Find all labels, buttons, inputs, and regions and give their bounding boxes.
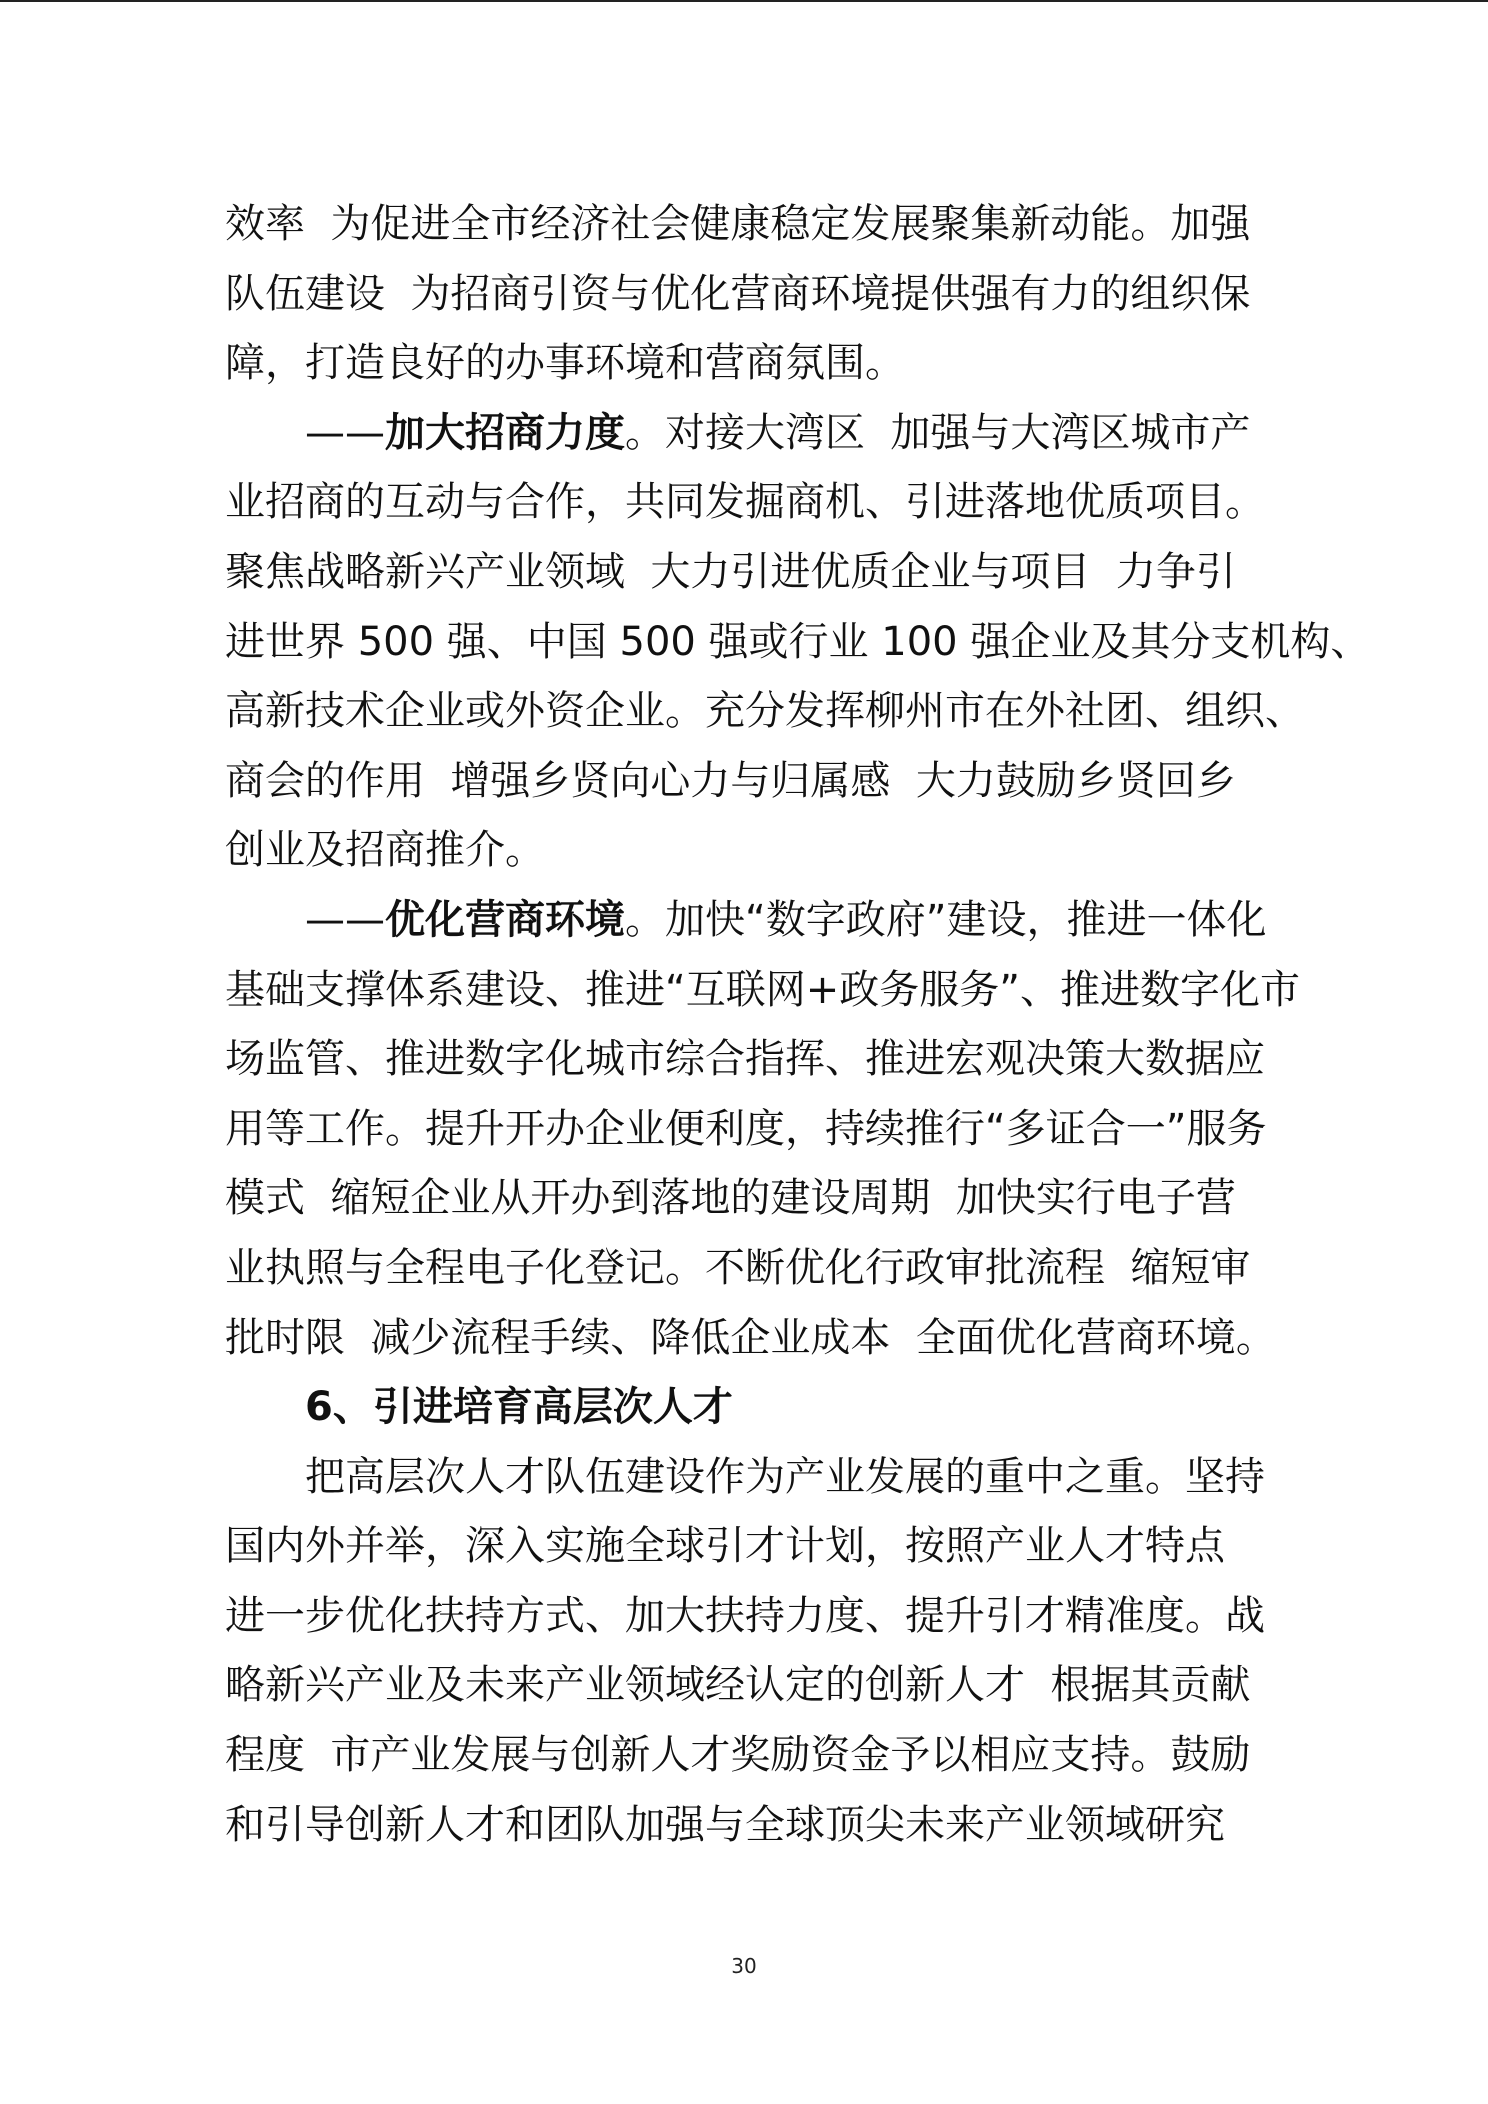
text-line: [225, 677, 1305, 747]
text-line: [225, 1025, 1265, 1095]
bold-heading-text: 6、引进培育高层次人才: [305, 1384, 733, 1431]
body-text: 程度 市产业发展与创新人才奖励资金予以相应支持。鼓励: [225, 1732, 1251, 1779]
text-line: [225, 1791, 1265, 1861]
text-line: [225, 329, 1265, 399]
body-text: 略新兴产业及未来产业领域经认定的创新人才 根据其贡献: [225, 1662, 1251, 1709]
text-line: [225, 1234, 1265, 1304]
body-text: 基础支撑体系建设、推进“互联网+政务服务”、推进数字化市: [225, 966, 1300, 1013]
text-line: [225, 190, 1265, 260]
text-line: [225, 1304, 1276, 1374]
top-border-rule: [0, 0, 1488, 2]
document-body: [225, 190, 1371, 1860]
body-text: 用等工作。提升开办企业便利度，持续推行“多证合一”服务: [225, 1105, 1267, 1152]
bold-heading-text: 优化营商环境: [385, 896, 625, 943]
body-text: ——: [305, 896, 385, 943]
body-text: 和引导创新人才和团队加强与全球顶尖未来产业领域研究: [225, 1801, 1225, 1848]
body-text: 高新技术企业或外资企业。充分发挥柳州市在外社团、组织、: [225, 688, 1305, 735]
body-text: 聚焦战略新兴产业领域 大力引进优质企业与项目 力争引: [225, 548, 1236, 595]
body-text: 业执照与全程电子化登记。不断优化行政审批流程 缩短审: [225, 1244, 1251, 1291]
body-text: 障，打造良好的办事环境和营商氛围。: [225, 340, 905, 387]
text-line: [225, 468, 1265, 538]
text-line: [225, 608, 1371, 678]
text-line: [225, 260, 1265, 330]
text-line: [225, 747, 1265, 817]
text-line: [225, 399, 1265, 469]
text-line: [225, 1164, 1265, 1234]
body-text: 创业及招商推介。: [225, 827, 545, 874]
body-text: 。加快“数字政府”建设，推进一体化: [625, 896, 1267, 943]
body-text: 队伍建设 为招商引资与优化营商环境提供强有力的组织保: [225, 270, 1251, 317]
body-text: 把高层次人才队伍建设作为产业发展的重中之重。坚持: [305, 1453, 1265, 1500]
text-line: [225, 886, 1265, 956]
text-line: [225, 1095, 1265, 1165]
body-text: 场监管、推进数字化城市综合指挥、推进宏观决策大数据应: [225, 1036, 1265, 1083]
text-line: [225, 1512, 1265, 1582]
text-line: [225, 956, 1300, 1026]
page-number: 30: [731, 1954, 757, 1978]
body-text: 进一步优化扶持方式、加大扶持力度、提升引才精准度。战: [225, 1592, 1265, 1639]
body-text: 商会的作用 增强乡贤向心力与归属感 大力鼓励乡贤回乡: [225, 757, 1236, 804]
body-text: 进世界 500 强、中国 500 强或行业 100 强企业及其分支机构、: [225, 618, 1371, 665]
text-line: [225, 538, 1265, 608]
text-line: [225, 1443, 1265, 1513]
body-text: 效率 为促进全市经济社会健康稳定发展聚集新动能。加强: [225, 201, 1251, 247]
text-line: [225, 1721, 1265, 1791]
bold-heading-text: 加大招商力度: [385, 409, 625, 456]
body-text: 国内外并举，深入实施全球引才计划，按照产业人才特点: [225, 1523, 1225, 1570]
body-text: 。对接大湾区 加强与大湾区城市产: [625, 409, 1251, 456]
text-line: [225, 1582, 1265, 1652]
body-text: ——: [305, 409, 385, 456]
body-text: 模式 缩短企业从开办到落地的建设周期 加快实行电子营: [225, 1175, 1236, 1222]
text-line: [225, 1373, 1265, 1443]
body-text: 批时限 减少流程手续、降低企业成本 全面优化营商环境。: [225, 1314, 1276, 1361]
body-text: 业招商的互动与合作，共同发掘商机、引进落地优质项目。: [225, 479, 1265, 526]
text-line: [225, 1651, 1265, 1721]
text-line: [225, 816, 1265, 886]
